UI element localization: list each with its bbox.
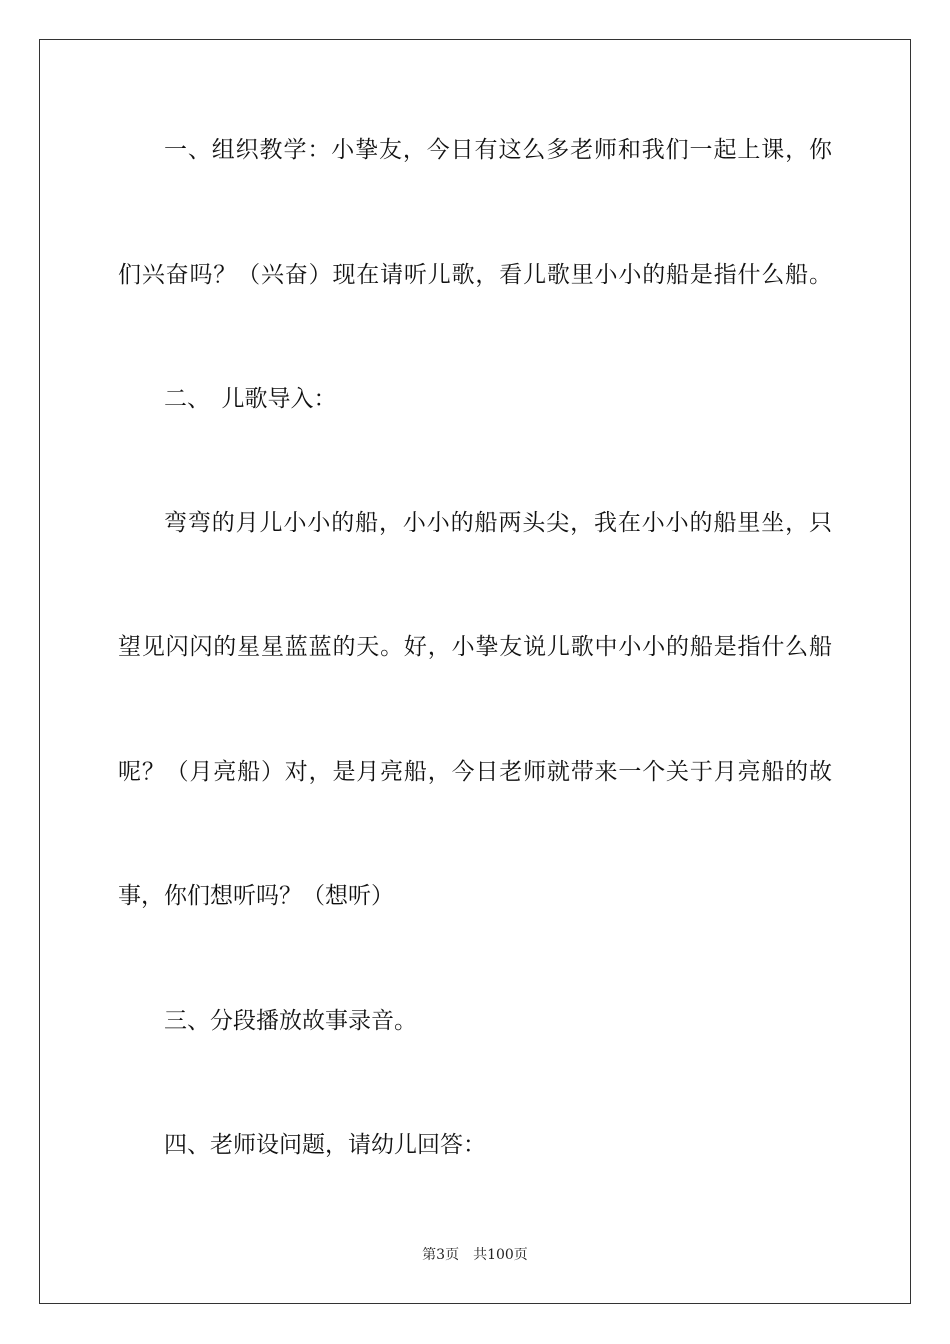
page-number-footer: 第3页 共100页 — [422, 1247, 528, 1263]
paragraph-line: 一、组织教学：小挚友，今日有这么多老师和我们一起上课，你 — [164, 137, 832, 163]
paragraph-line: 呢？（月亮船）对，是月亮船，今日老师就带来一个关于月亮船的故 — [118, 759, 832, 785]
page-border — [39, 39, 911, 1304]
paragraph-line: 弯弯的月儿小小的船，小小的船两头尖，我在小小的船里坐，只 — [164, 510, 832, 536]
section-heading: 二、 儿歌导入： — [164, 386, 337, 412]
section-heading: 四、老师设问题，请幼儿回答： — [164, 1132, 486, 1158]
paragraph-line: 望见闪闪的星星蓝蓝的天。好，小挚友说儿歌中小小的船是指什么船 — [118, 634, 832, 660]
section-heading: 三、分段播放故事录音。 — [164, 1008, 417, 1034]
paragraph-line: 们兴奋吗？（兴奋）现在请听儿歌，看儿歌里小小的船是指什么船。 — [118, 262, 832, 288]
paragraph-line: 事，你们想听吗？（想听） — [118, 883, 394, 909]
